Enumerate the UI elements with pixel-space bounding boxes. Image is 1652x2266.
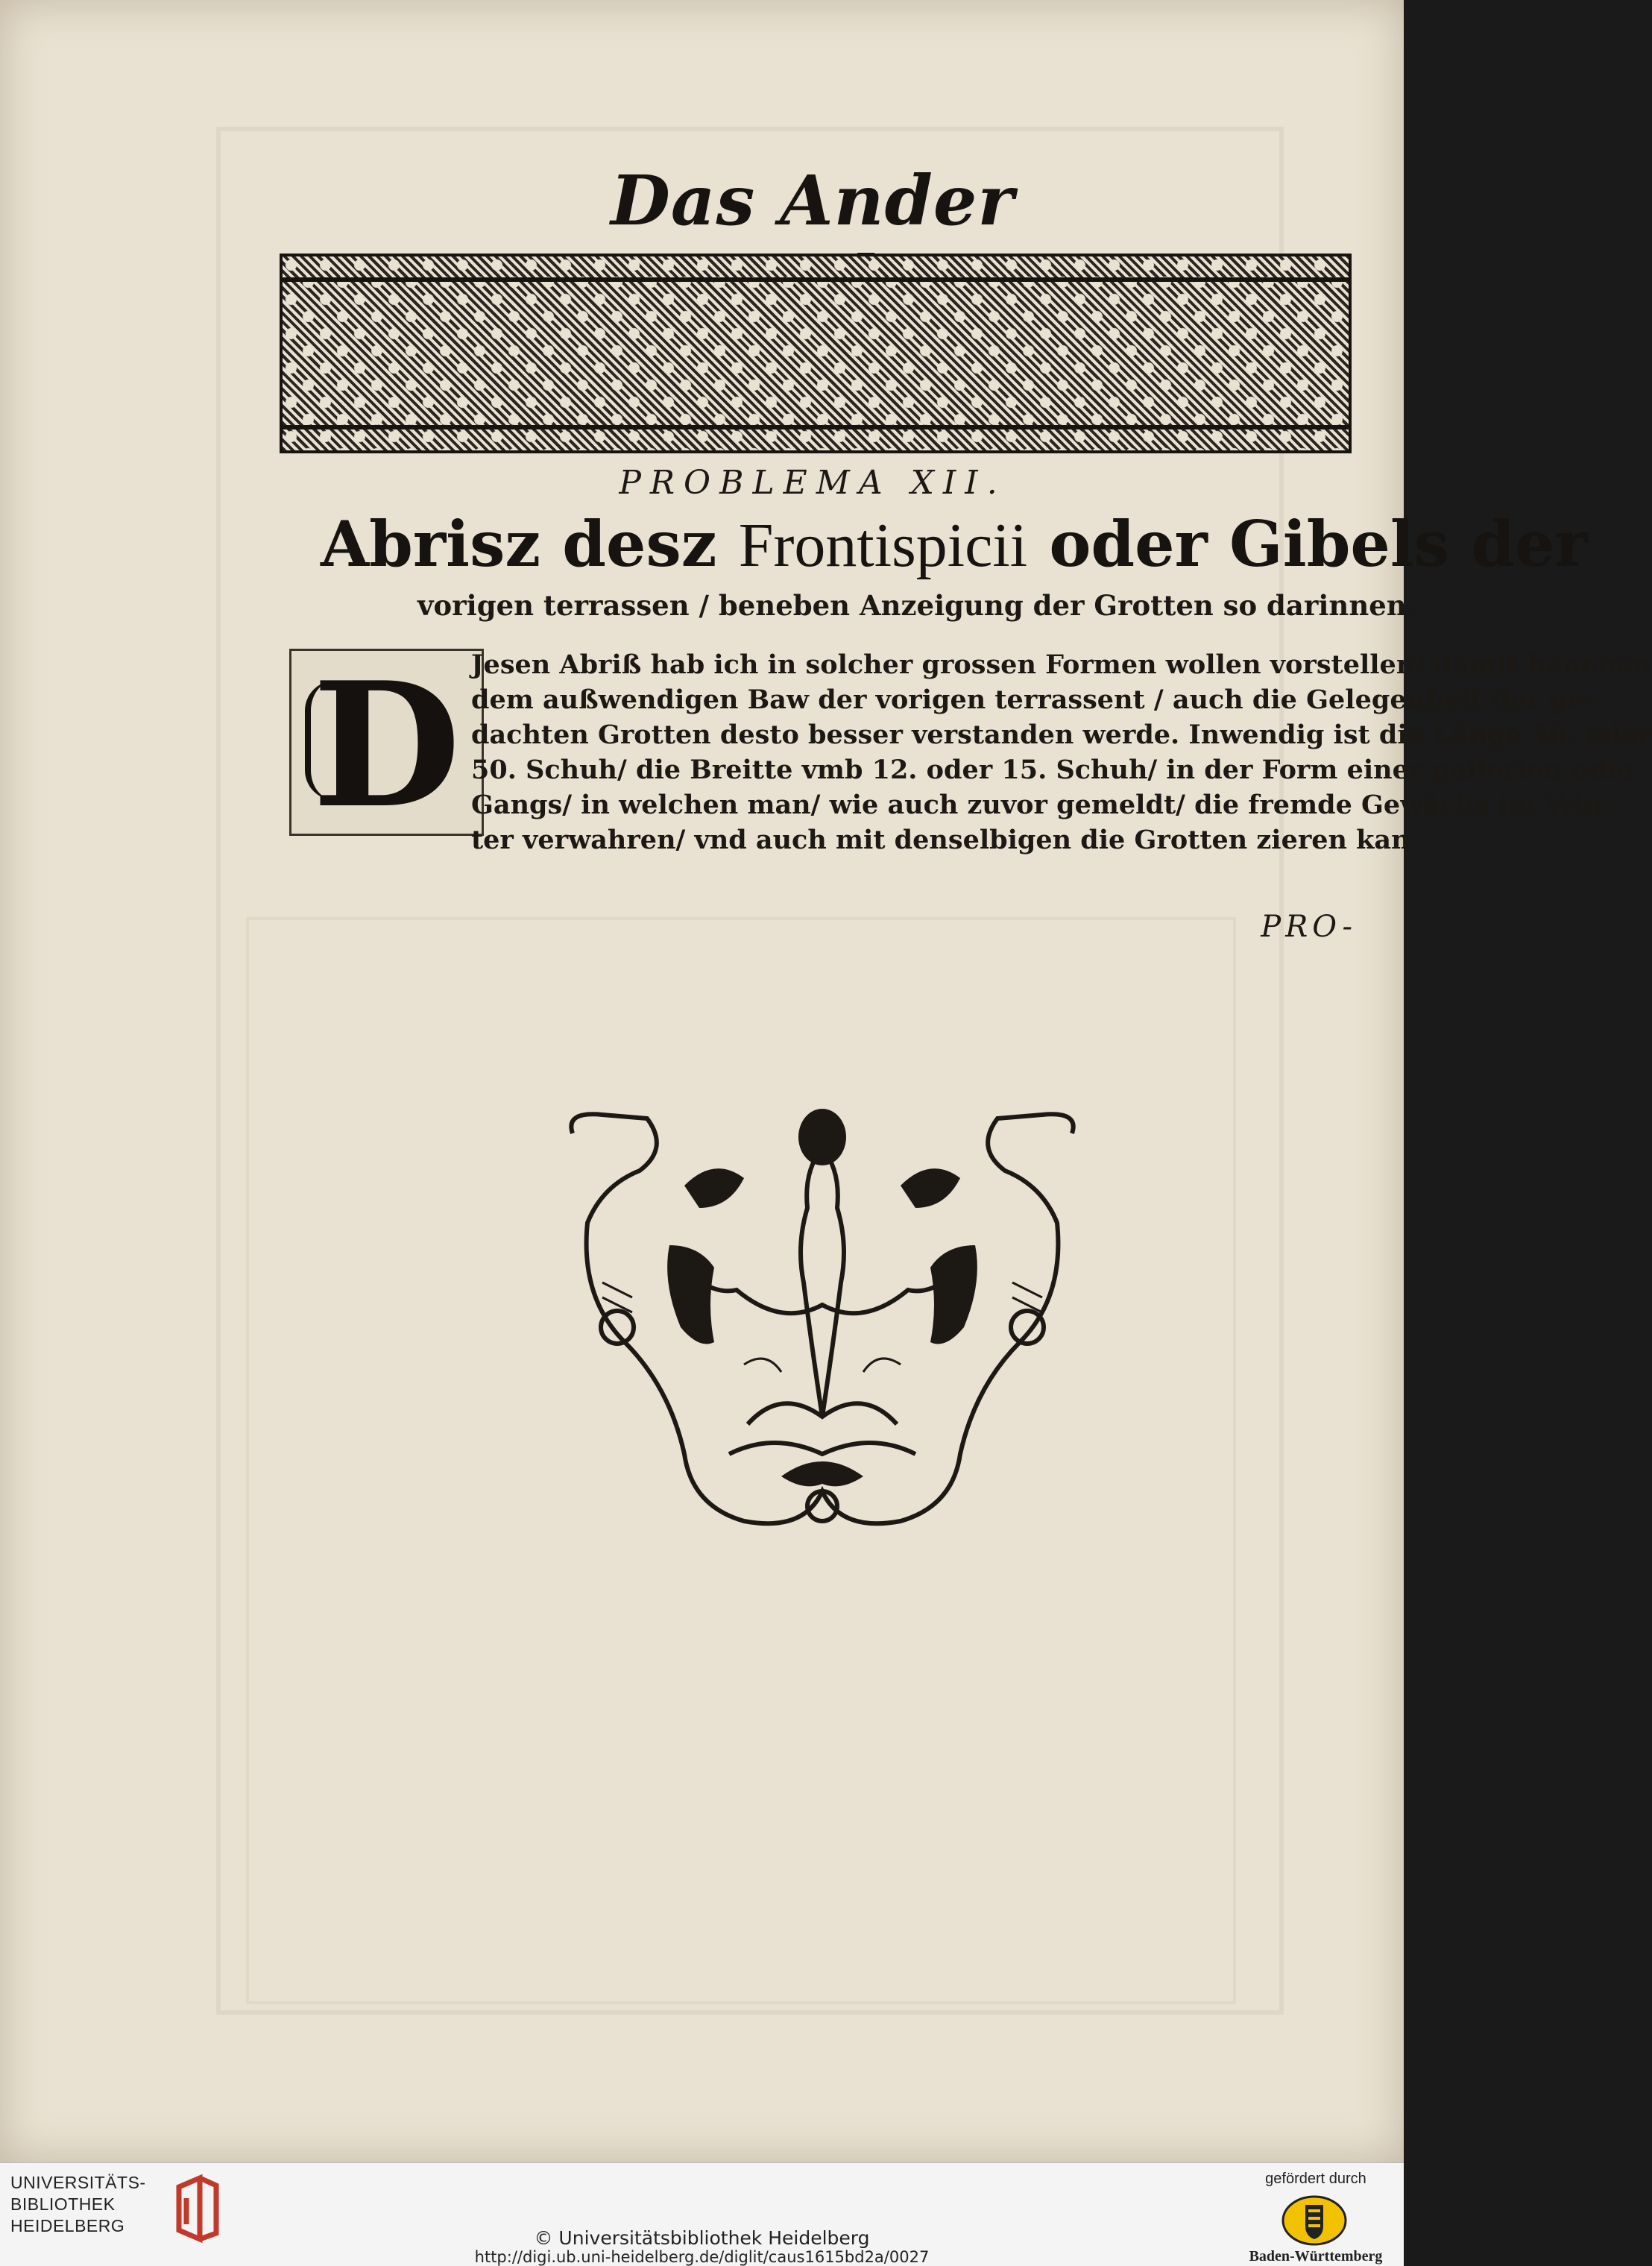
sponsor-label: gefördert durch bbox=[1265, 2171, 1366, 2187]
decorated-initial bbox=[289, 645, 484, 846]
heading-part-3: oder Gibels der bbox=[1049, 507, 1588, 581]
body-line: dachten Grotten desto besser verstanden werde. Inwendig ist die Länge 40. oder bbox=[471, 720, 1652, 750]
footer-bar bbox=[0, 2162, 1404, 2266]
copyright-notice: © Universitätsbibliothek Heidelberg bbox=[534, 2227, 870, 2249]
running-head: Das Ander bbox=[611, 160, 1015, 241]
body-line: 50. Schuh/ die Breitte vmb 12. oder 15. Schuh/ in der Form einer gallerien oder bbox=[471, 755, 1638, 785]
sponsor-name: Baden-Württemberg bbox=[1249, 2248, 1383, 2265]
institution-line: BIBLIOTHEK bbox=[10, 2194, 116, 2214]
initial-letter: D bbox=[312, 645, 461, 846]
body-paragraph bbox=[471, 647, 1652, 857]
body-line: Jesen Abriß hab ich in solcher grossen Formen wollen vorstellen/ damit beneben bbox=[471, 649, 1652, 680]
heading-part-1: Abrisz desz bbox=[321, 507, 717, 581]
permalink-url[interactable]: http://digi.ub.uni-heidelberg.de/diglit/caus1615bd2a/0027 bbox=[474, 2248, 930, 2266]
body-line: ter verwahren/ vnd auch mit denselbigen die Grotten zieren kan. bbox=[471, 825, 1419, 855]
catchword: PRO- bbox=[1261, 910, 1357, 944]
body-line: dem außwendigen Baw der vorigen terrassent / auch die Gelegenheit der ge- bbox=[471, 684, 1596, 715]
institution-line: UNIVERSITÄTS- bbox=[10, 2173, 146, 2192]
woodcut-vignette-icon bbox=[558, 1104, 1087, 1536]
section-subheading: vorigen terrassen / beneben Anzeigung der Grotten so darinnen. bbox=[417, 589, 1416, 622]
body-line: Gangs/ in welchen man/ wie auch zuvor gemeldt/ die fremde Gewächs im Win- bbox=[471, 790, 1614, 820]
decorative-header-band bbox=[280, 254, 1352, 453]
institution-line: HEIDELBERG bbox=[10, 2216, 125, 2235]
heading-part-2: Frontispicii bbox=[738, 511, 1028, 580]
problem-label: PROBLEMA XII. bbox=[619, 464, 1006, 502]
section-heading bbox=[321, 507, 1588, 582]
baden-wuerttemberg-coat-of-arms-icon bbox=[1281, 2194, 1348, 2247]
